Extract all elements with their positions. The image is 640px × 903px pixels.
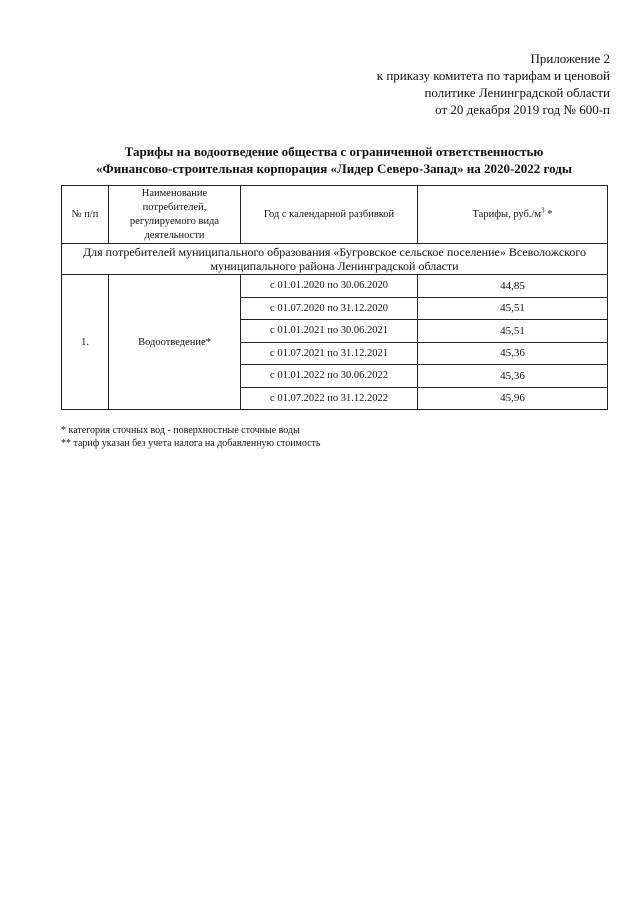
header-tariff-mark: * bbox=[544, 208, 553, 220]
period-cell: с 01.07.2022 по 31.12.2022 bbox=[241, 387, 418, 410]
activity-name: Водоотведение* bbox=[109, 275, 241, 410]
tariff-value: 44,85 bbox=[418, 275, 608, 298]
appendix-line: к приказу комитета по тарифам и ценовой bbox=[376, 68, 610, 83]
header-name: Наименование потребителей, регулируемого вида деятельности bbox=[109, 186, 241, 244]
section-cell: Для потребителей муниципального образования «Бугровское сельское поселение» Всеволожского муниципального района Ленинградской области bbox=[62, 244, 608, 275]
document-title bbox=[60, 143, 608, 177]
period-cell: с 01.01.2021 по 30.06.2021 bbox=[241, 320, 418, 343]
appendix-line: от 20 декабря 2019 год № 600-п bbox=[435, 102, 610, 117]
appendix-line: политике Ленинградской области bbox=[424, 85, 610, 100]
period-cell: с 01.01.2020 по 30.06.2020 bbox=[241, 275, 418, 298]
tariff-table bbox=[61, 185, 608, 410]
header-tariff-label: Тарифы, руб./м bbox=[472, 208, 542, 220]
footnote: ** тариф указан без учета налога на добавленную стоимость bbox=[61, 438, 321, 449]
period-cell: с 01.01.2022 по 30.06.2022 bbox=[241, 365, 418, 388]
period-cell: с 01.07.2021 по 31.12.2021 bbox=[241, 342, 418, 365]
appendix-block bbox=[310, 50, 610, 118]
tariff-value: 45,51 bbox=[418, 297, 608, 320]
period-cell: с 01.07.2020 по 31.12.2020 bbox=[241, 297, 418, 320]
tariff-value: 45,36 bbox=[418, 365, 608, 388]
title-line: Тарифы на водоотведение общества с ограниченной ответственностью bbox=[124, 144, 544, 159]
table-header-row bbox=[62, 186, 608, 244]
header-tariff bbox=[418, 186, 608, 244]
header-number: № п/п bbox=[62, 186, 109, 244]
tariff-value: 45,96 bbox=[418, 387, 608, 410]
header-tariff-sup: 3 bbox=[541, 206, 545, 214]
footnotes bbox=[61, 424, 321, 450]
header-period: Год с календарной разбивкой bbox=[241, 186, 418, 244]
appendix-line: Приложение 2 bbox=[530, 51, 610, 66]
table-row bbox=[62, 275, 608, 298]
tariff-value: 45,36 bbox=[418, 342, 608, 365]
row-number: 1. bbox=[62, 275, 109, 410]
footnote: * категория сточных вод - поверхностные сточные воды bbox=[61, 425, 300, 436]
tariff-value: 45,51 bbox=[418, 320, 608, 343]
section-row bbox=[62, 244, 608, 275]
title-line: «Финансово-строительная корпорация «Лидер Северо-Запад» на 2020-2022 годы bbox=[96, 161, 572, 176]
